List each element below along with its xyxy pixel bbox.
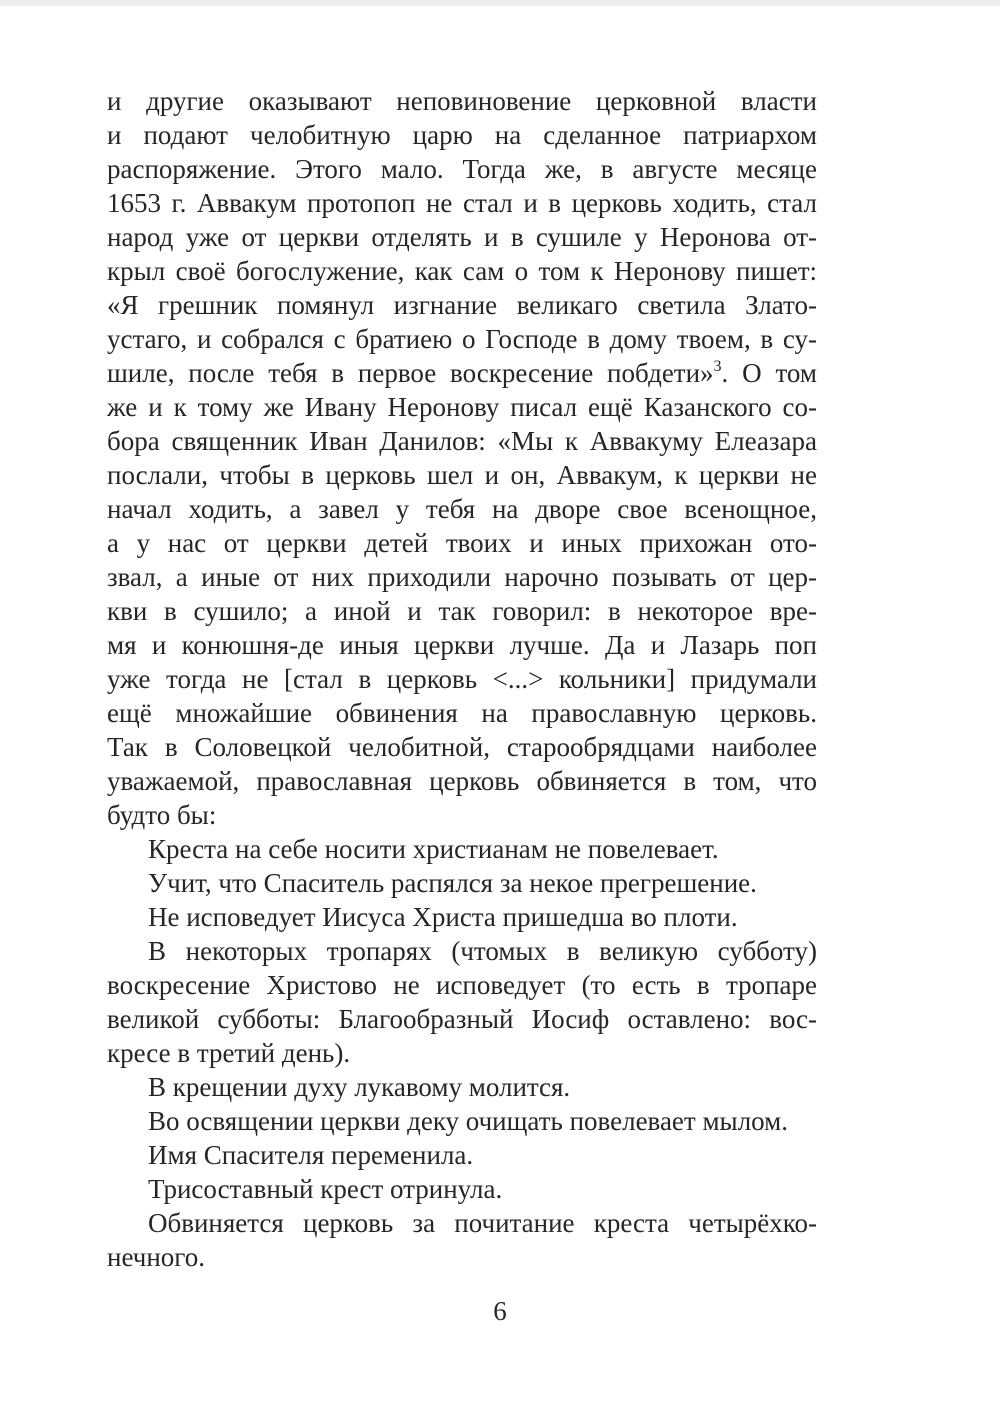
text-line	[107, 492, 817, 526]
text-line	[107, 730, 817, 764]
text-line-content: Имя Спасителя переменила.	[148, 1140, 474, 1170]
text-line-content: ещё множайшие обвинения на православную церковь.	[107, 698, 817, 728]
text-line-content: будто бы:	[107, 800, 217, 830]
text-line-content: Во освящении церкви деку очищать повелевает мылом.	[148, 1106, 788, 1136]
text-line-content: бора священник Иван Данилов: «Мы к Аввакуму Елеазара	[107, 426, 817, 456]
text-line	[107, 220, 817, 254]
text-line-content: народ уже от церкви отделять и в сушиле у Неронова от-	[107, 222, 817, 252]
text-line-content: и другие оказывают неповиновение церковной власти	[107, 86, 817, 116]
text-line-content: уже тогда не [стал в церковь <...> кольники] придумали	[107, 664, 817, 694]
text-line	[107, 1070, 817, 1104]
text-line	[107, 866, 817, 900]
text-line	[107, 764, 817, 798]
text-line-content: великой субботы: Благообразный Иосиф оставлено: вос-	[107, 1004, 817, 1034]
text-line	[107, 594, 817, 628]
text-line	[107, 900, 817, 934]
text-line	[107, 526, 817, 560]
text-line	[107, 254, 817, 288]
text-line	[107, 390, 817, 424]
text-line-content: «Я грешник помянул изгнание великаго светила Злато-	[107, 290, 817, 320]
text-line	[107, 934, 817, 968]
text-line	[107, 1036, 817, 1070]
text-line-content: Учит, что Спаситель распялся за некое прегрешение.	[148, 868, 757, 898]
text-line-content: крыл своё богослужение, как сам о том к Неронову пишет:	[107, 256, 817, 286]
text-line	[107, 1138, 817, 1172]
text-line	[107, 696, 817, 730]
text-line	[107, 832, 817, 866]
page-number: 6	[493, 1296, 507, 1326]
page-body-text	[107, 84, 817, 1274]
text-line-content: кресе в третий день).	[107, 1038, 351, 1068]
text-line-content: звал, а иные от них приходили нарочно позывать от цер-	[107, 562, 817, 592]
text-line-content: Так в Соловецкой челобитной, старообрядцами наиболее	[107, 732, 817, 762]
text-line-content: Креста на себе носити христианам не повелевает.	[148, 834, 719, 864]
text-line-tail: . О том	[721, 358, 817, 388]
footnote-reference[interactable]: 3	[713, 358, 722, 375]
text-line	[107, 628, 817, 662]
text-line-content: Не исповедует Иисуса Христа пришедша во плоти.	[148, 902, 738, 932]
text-line	[107, 798, 817, 832]
text-line-content: уважаемой, православная церковь обвиняется в том, что	[107, 766, 817, 796]
text-line	[107, 1104, 817, 1138]
text-line-content: и подают челобитную царю на сделанное патриархом	[107, 120, 817, 150]
text-line	[107, 968, 817, 1002]
text-line	[107, 1206, 817, 1240]
text-line	[107, 186, 817, 220]
text-line-content: В крещении духу лукавому молится.	[148, 1072, 571, 1102]
text-line-content: В некоторых тропарях (чтомых в великую субботу)	[148, 936, 817, 966]
text-line-content: устаго, и собрался с братиею о Господе в дому твоем, в су-	[107, 324, 817, 354]
text-line	[107, 1002, 817, 1036]
text-line	[107, 288, 817, 322]
text-line-content: распоряжение. Этого мало. Тогда же, в августе месяце	[107, 154, 817, 184]
text-line	[107, 118, 817, 152]
text-line-content: Обвиняется церковь за почитание креста четырёхко-	[148, 1208, 817, 1238]
text-line-content: шиле, после тебя в первое воскресение побдети»	[107, 358, 714, 388]
text-line	[107, 560, 817, 594]
text-line	[107, 84, 817, 118]
text-line-content: нечного.	[107, 1242, 205, 1272]
text-line-content: Трисоставный крест отринула.	[148, 1174, 503, 1204]
text-line	[107, 424, 817, 458]
text-line-content: 1653 г. Аввакум протопоп не стал и в церковь ходить, стал	[107, 188, 817, 218]
text-line-content: кви в сушило; а иной и так говорил: в некоторое вре-	[107, 596, 817, 626]
text-line	[107, 662, 817, 696]
text-line	[107, 1172, 817, 1206]
text-line-content: послали, чтобы в церковь шел и он, Аввакум, к церкви не	[107, 460, 817, 490]
text-line	[107, 356, 817, 390]
text-line	[107, 458, 817, 492]
text-line	[107, 322, 817, 356]
text-line-content: мя и конюшня-де иныя церкви лучше. Да и Лазарь поп	[107, 630, 817, 660]
text-line-content: же и к тому же Ивану Неронову писал ещё Казанского со-	[107, 392, 817, 422]
text-line-content: воскресение Христово не исповедует (то есть в тропаре	[107, 970, 817, 1000]
top-shade	[0, 0, 1000, 6]
text-line	[107, 1240, 817, 1274]
text-line-content: начал ходить, а завел у тебя на дворе свое всенощное,	[107, 494, 817, 524]
text-line	[107, 152, 817, 186]
text-line-content: а у нас от церкви детей твоих и иных прихожан ото-	[107, 528, 817, 558]
